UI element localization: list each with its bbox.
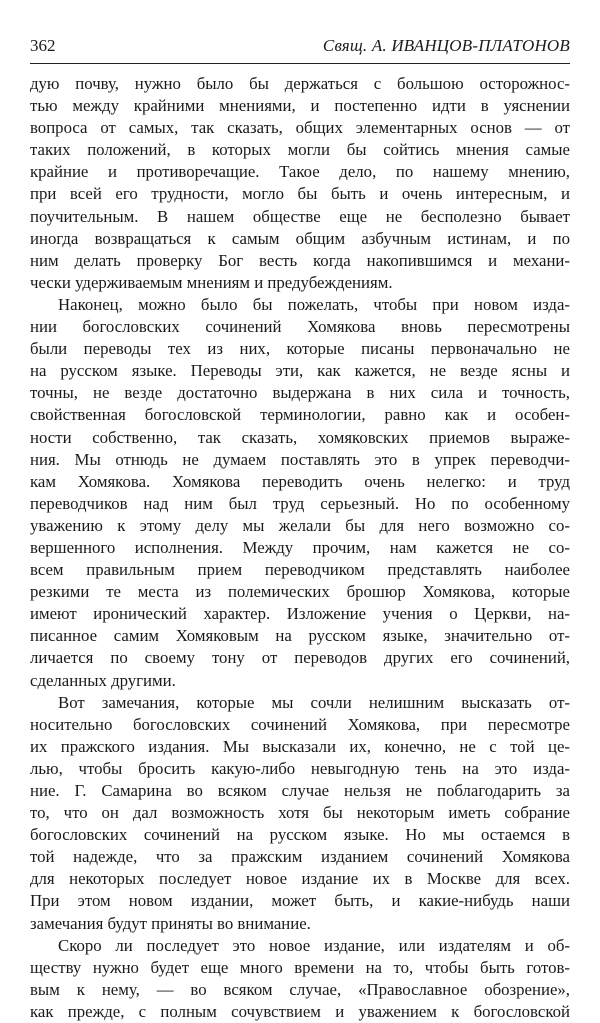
page-header	[30, 34, 570, 58]
text-line: чески удерживаемым мнениям и предубеждениям.	[30, 272, 393, 292]
paragraph	[30, 935, 570, 1023]
text-line: дую почву, нужно было бы держаться с большою осторожнос-	[30, 74, 570, 93]
text-line: всем правильным прием переводчиком представлять наиболее	[30, 560, 570, 580]
text-line: крайние и противоречащие. Такое дело, по нашему мнению,	[30, 162, 570, 182]
text-line: ществу нужно будет еще много времени на то, чтобы быть готов-	[30, 957, 570, 977]
body-text	[30, 73, 570, 1023]
text-line: той надежде, что за пражским изданием сочинений Хомякова	[30, 847, 570, 867]
text-line: свойственная богословской терминологии, равно как и особен-	[30, 405, 570, 425]
text-line: для некоторых последует новое издание их в Москве для всех.	[30, 869, 570, 889]
text-line: ним делать проверку Бог весть когда накопившимся и механи-	[30, 250, 570, 270]
text-line: замечания будут приняты во внимание.	[30, 913, 311, 933]
text-line: переводчиков над ним был труд серьезный. Но по особенному	[30, 493, 570, 513]
text-line: ние. Г. Самарина во всяком случае нельзя не поблагодарить за	[30, 781, 570, 800]
text-line: при всей его трудности, могло бы быть и очень интересным, и	[30, 184, 570, 204]
text-line: богословских сочинений на русском языке. Но мы остаемся в	[30, 825, 570, 845]
text-line: вым к нему, — во всяком случае, «Православное обозрение»,	[30, 979, 570, 999]
text-line: кам Хомякова. Хомякова переводить очень нелегко: и труд	[30, 471, 570, 491]
text-line: резкими те места из полемических брошюр Хомякова, которые	[30, 582, 570, 602]
text-line: на русском языке. Переводы эти, как кажется, не везде ясны и	[30, 361, 570, 381]
text-line: нии богословских сочинений Хомякова вновь пересмотрены	[30, 317, 570, 337]
text-line: личается по своему тону от переводов других его сочинений,	[30, 648, 570, 668]
text-line: Скоро ли последует это новое издание, или издателям и об-	[58, 935, 570, 955]
running-head: Свящ. А. ИВАНЦОВ-ПЛАТОНОВ	[322, 36, 570, 55]
text-line: писанное самим Хомяковым на русском языке, значительно от-	[30, 626, 570, 646]
text-line: Наконец, можно было бы пожелать, чтобы при новом изда-	[58, 294, 570, 314]
text-line: носительно богословских сочинений Хомякова, при пересмотре	[30, 714, 570, 734]
page-number: 362	[30, 36, 56, 55]
text-line: их пражского издания. Мы высказали их, конечно, не с той це-	[30, 736, 570, 756]
paragraph	[30, 294, 570, 692]
text-line: иногда возвращаться к самым общим азбучным истинам, и по	[30, 228, 570, 248]
text-line: как прежде, с полным сочувствием и уважением к богословской	[30, 1001, 570, 1021]
paragraph	[30, 73, 570, 294]
paragraph	[30, 692, 570, 935]
text-line: точны, не везде достаточно выдержана в них сила и точность,	[30, 383, 570, 403]
text-line: ности собственно, так сказать, хомяковских приемов выраже-	[30, 427, 570, 447]
text-line: уважению к этому делу мы желали бы для него возможно со-	[30, 515, 570, 535]
text-line: таких положений, в которых могли бы сойтись мнения самые	[30, 140, 570, 160]
text-line: ния. Мы отнюдь не думаем поставлять это в упрек переводчи-	[30, 449, 570, 469]
text-line: вопроса от самых, так сказать, общих элементарных основ — от	[30, 118, 570, 138]
text-line: тью между крайними мнениями, и постепенно идти в уяснении	[30, 96, 570, 116]
text-line: При этом новом издании, может быть, и какие-нибудь наши	[30, 891, 570, 911]
text-line: имеют иронический характер. Изложение учения о Церкви, на-	[30, 604, 570, 624]
text-line: Вот замечания, которые мы сочли нелишним высказать от-	[58, 692, 570, 712]
text-line: вершенного исполнения. Между прочим, нам кажется не со-	[30, 537, 570, 557]
header-rule	[30, 63, 570, 64]
text-line: лью, чтобы бросить какую-либо невыгодную тень на это изда-	[30, 758, 570, 778]
text-line: сделанных другими.	[30, 670, 176, 690]
text-line: то, что он дал возможность хотя бы некоторым иметь собрание	[30, 803, 570, 823]
text-line: поучительным. В нашем обществе еще не бесполезно бывает	[30, 206, 570, 226]
text-line: были переводы тех из них, которые писаны первоначально не	[30, 339, 570, 359]
